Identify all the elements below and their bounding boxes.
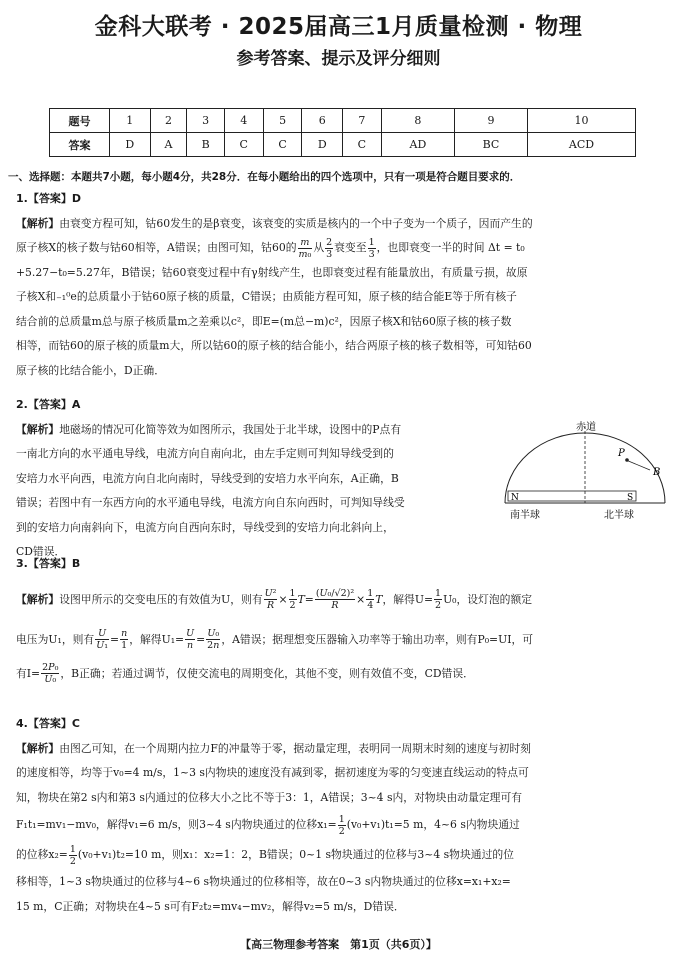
question-4	[16, 712, 666, 919]
fraction: $\frac{\text{U₀}}{2n}$	[207, 628, 220, 651]
text-line: (v₀+v₁)t₁=5 m，4~6 s内物块通过	[346, 818, 520, 831]
answer-table	[49, 108, 636, 157]
table-row-numbers	[50, 109, 636, 133]
fraction: $\frac{U}{\text{U₁}}$	[96, 628, 109, 651]
answer-heading: 3.【答案】B	[16, 557, 81, 570]
analysis-tag: 【解析】	[16, 592, 60, 606]
text-line: U₀，设灯泡的额定	[443, 592, 533, 606]
fraction: $\frac{\text{U²}}{R}$	[264, 588, 277, 611]
equator-label: 赤道	[576, 422, 596, 433]
answer-heading: 4.【答案】C	[16, 717, 80, 730]
question-1	[16, 187, 666, 383]
fraction: $\frac{1}{2}$	[289, 588, 296, 611]
table-cell: 2	[150, 109, 187, 133]
north-hemisphere-label: 北半球	[604, 510, 634, 521]
s-label: S	[627, 493, 634, 503]
table-cell: AD	[381, 133, 454, 157]
fraction: $\frac{n}{1}$	[121, 628, 128, 651]
p-label: P	[618, 448, 625, 459]
text-line: ，B正确；若通过调节，仅使交流电的周期变化，其他不变，则有效值不变，CD错误．	[60, 666, 474, 680]
earth-magnetic-field-diagram	[500, 418, 670, 526]
text-line: 原子核X的核子数与钴60相等，A错误；由图可知，钴60的	[16, 241, 297, 254]
row-label-answers: 答案	[50, 133, 110, 157]
table-cell: C	[342, 133, 381, 157]
fraction: $\frac{U}{n}$	[186, 628, 195, 651]
bar-magnet	[508, 491, 636, 501]
b-arrow	[626, 460, 650, 470]
answer-heading: 2.【答案】A	[16, 398, 81, 411]
fraction: $\frac{1}{3}$	[368, 236, 375, 260]
text-line: F₁t₁=mv₁−mv₀，解得v₁=6 m/s，则3~4 s内物块通过的位移x₁=	[16, 818, 337, 831]
table-cell: C	[224, 133, 263, 157]
text-line: 从	[313, 241, 325, 254]
table-cell: 8	[381, 109, 454, 133]
page-footer: 【高三物理参考答案 第1页（共6页）】	[240, 938, 437, 951]
table-cell: 7	[342, 109, 381, 133]
table-cell: 4	[224, 109, 263, 133]
fraction: $\frac{\text{(U₀/√2)²}}{R}$	[315, 588, 355, 611]
south-hemisphere-label: 南半球	[510, 510, 540, 521]
page-title: 金科大联考 · 2025届高三1月质量检测 · 物理	[94, 14, 583, 40]
table-cell: 5	[263, 109, 302, 133]
text-line: ，解得U₁=	[129, 632, 185, 646]
text-line: 的速度相等，均等于v₀=4 m/s，1~3 s内物块的速度没有减到零，据初速度为零的匀变速直线运动的特点可	[16, 766, 529, 779]
fraction: $\frac{1}{4}$	[367, 588, 374, 611]
table-cell: 6	[302, 109, 343, 133]
text-line: 地磁场的情况可化简等效为如图所示，我国处于北半球，设图中的P点有	[59, 422, 402, 436]
text-line: 结合前的总质量m总与原子核质量m之差乘以c²，即E=(m总−m)c²，因原子核X和钴60原子核的核子数	[16, 314, 512, 328]
text-line: 一南北方向的水平通电导线，电流方向自南向北，由左手定则可判知导线受到的	[16, 447, 394, 460]
table-cell: A	[150, 133, 187, 157]
text-line: 到的安培力向南斜向下，电流方向自西向东时，导线受到的安培力向北斜向上，	[16, 520, 394, 534]
text-line: +5.27−t₀=5.27年，B错误；钴60衰变过程中有γ射线产生，也即衰变过程有能量放出，有质量亏损，故原	[16, 265, 528, 279]
text-line: 15 m，C正确；对物块在4~5 s可有F₂t₂=mv₄−mv₂，解得v₂=5 m/s，D错误．	[16, 899, 405, 913]
text-line: 错误；若图中有一东西方向的水平通电导线，电流方向自东向西时，可判知导线受	[16, 496, 405, 509]
text-line: 知，物块在第2 s内和第3 s内通过的位移大小之比不等于3：1，A错误；3~4 s内，对物块由动量定理可有	[16, 790, 523, 804]
analysis-tag: 【解析】	[16, 216, 60, 230]
text-line: 的位移x₂=	[16, 848, 68, 861]
text-line: (v₀+v₁)t₂=10 m，则x₁：x₂=1：2，B错误；0~1 s物块通过的位移与3~4 s物块通过的位	[77, 848, 514, 861]
text-line: CD错误．	[16, 545, 66, 558]
table-cell: C	[263, 133, 302, 157]
text-line: 由衰变方程可知，钴60发生的是β衰变，该衰变的实质是核内的一个中子变为一个质子，因而产生的	[59, 216, 533, 230]
text-line: 移相等，1~3 s物块通过的位移与4~6 s物块通过的位移相等，故在0~3 s内物块通过的位移x=x₁+x₂=	[16, 875, 511, 888]
text-line: 原子核的比结合能小，D正确．	[16, 363, 166, 377]
text-line: 安培力水平向西，电流方向自北向南时，导线受到的安培力水平向东，A正确，B	[16, 471, 399, 485]
table-cell: 9	[455, 109, 528, 133]
question-2	[16, 393, 501, 565]
analysis-tag: 【解析】	[16, 422, 60, 436]
table-cell: D	[110, 133, 151, 157]
text-line: ，也即衰变一半的时间 Δt = t₀	[376, 241, 525, 254]
text-line: 设图甲所示的交变电压的有效值为U，则有	[59, 592, 263, 606]
fraction: $\frac{2}{3}$	[326, 236, 333, 260]
point-p	[625, 458, 629, 462]
table-cell: 1	[110, 109, 151, 133]
table-cell: D	[302, 133, 343, 157]
text-line: 子核X和₋₁⁰e的总质量小于钴60原子核的质量，C错误；由质能方程可知，原子核的结合能E等于所有核子	[16, 290, 517, 303]
text-line: 电压为U₁，则有	[16, 632, 95, 646]
section-heading: 一、选择题：本题共7小题，每小题4分，共28分．在每小题给出的四个选项中，只有一项是符合题目要求的．	[8, 171, 521, 183]
fraction: $\frac{1}{2}$	[338, 813, 345, 837]
page-subtitle: 参考答案、提示及评分细则	[236, 49, 441, 69]
fraction: $\frac{\text{2P₀}}{\text{U₀}}$	[42, 662, 59, 685]
text-line: 相等，而钴60的原子核的质量m大，所以钴60的原子核的结合能小，结合两原子核的核子数相等，可知钴60	[16, 339, 532, 352]
table-cell: B	[187, 133, 224, 157]
row-label-numbers: 题号	[50, 109, 110, 133]
answer-heading: 1.【答案】D	[16, 192, 81, 205]
b-label: B	[653, 467, 661, 478]
n-label: N	[511, 493, 519, 503]
text-line: 有I=	[16, 666, 41, 680]
table-cell: ACD	[528, 133, 636, 157]
text-line: 由图乙可知，在一个周期内拉力F的冲量等于零，据动量定理，表明同一周期末时刻的速度与初时刻	[59, 741, 531, 755]
fraction: $\frac{1}{2}$	[69, 843, 76, 867]
text-line: ，解得U=	[382, 592, 434, 606]
table-cell: 10	[528, 109, 636, 133]
table-cell: 3	[187, 109, 224, 133]
text-line: ，A错误；据理想变压器输入功率等于输出功率，则有P₀=UI，可	[221, 632, 534, 646]
text-line: 衰变至	[334, 241, 367, 254]
fraction: $\frac{1}{2}$	[435, 588, 442, 611]
question-3: 3.【答案】B 【解析】设图甲所示的交变电压的有效值为U，则有 $\frac{\text{U²}}{R}$ × $\frac{1}{2}$ T= $\frac{\text{(U₀/√2)²}}{R}$ × $\frac{1}{4}$ T，解得U= $\frac{1}{2}$ U₀，设灯泡的额定 电压为U₁，则有 $\frac{U}{\text{U₁}}$ = $\frac{n}{1}$ ，解得U₁= $\frac{U}{n}$ = $\frac{\text{U₀}}{2n}$ ，A错误；据理想变压器输入功率等于输出功率，则有P₀=UI，可 有I= $\frac{\text{2P₀}}{\text{U₀}}$ ，B正确；若通过调节，仅使交流电的周期变化，其他不变，则有效值不变，CD错误．	[16, 552, 666, 691]
fraction: $\frac{m}{\text{m₀}}$	[298, 236, 312, 260]
analysis-tag: 【解析】	[16, 741, 60, 755]
table-row-answers	[50, 133, 636, 157]
table-cell: BC	[455, 133, 528, 157]
